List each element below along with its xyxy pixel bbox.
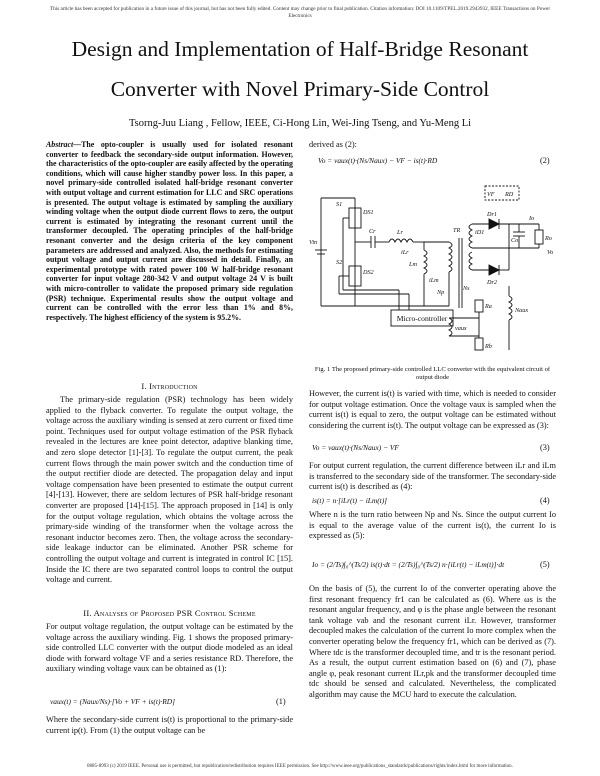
equation-2: Vo = vaux(t)·(Ns/Naux) − VF − is(t)·RD <box>318 156 438 165</box>
right-paragraph-3: Where n is the turn ratio between Np and Ns. Since the output current Io is equal to the average value of the current is(t), the current Io is expressed as (5): <box>309 510 556 541</box>
introduction-paragraph: The primary-side regulation (PSR) technology has been widely applied to the flyback converter. To regulate the output voltage, the voltage across the auxiliary winding is sensed at zero current or fixed time point. Techniques used for output voltage estimation of the PSR flyback revealed in the lectures are knee point detector, adaptive blanking time, and zero slope detector [1]-[3]. To regulate the output current, the peak current flows through the main power switch and the conduction time of the output rectifier diode are detected. The propagation delay and input voltage compensation have been presented to estimate the output current [4]-[13]. However, there are seldom lectures of PSR half-bridge resonant converter are proposed [14]-[15]. The approach proposed in [14] is only for the output voltage regulation, which obtains the voltage across the primary-side winding of the transformer when the voltage across the resonant inductor becomes zero. Then, the voltage across the secondary-side leakage inductor can be eliminated. Another PSR scheme for controlling the output voltage and current is integrated in control IC [15]. Inside the IC there are two separated control loops to control the output voltage and current. <box>46 395 293 585</box>
label-io: Io <box>529 215 535 222</box>
label-s2: S2 <box>336 259 343 266</box>
label-cr: Cr <box>369 228 376 235</box>
section-2-paragraph-2: Where the secondary-side current is(t) is proportional to the primary-side current ip(t). From (1) the output voltage can be <box>46 715 293 735</box>
copyright-footer: 0885-8993 (c) 2019 IEEE. Personal use is permitted, but republication/redistribution requires IEEE permission. See http://www.ieee.org/publications_standards/publications/rights/index.html for more information. <box>87 764 513 769</box>
equation-4: is(t) = n·[iLr(t) − iLm(t)] <box>312 496 388 505</box>
equation-3-number: (3) <box>540 443 550 452</box>
label-ilm: iLm <box>429 277 439 284</box>
label-dr1: Dr1 <box>487 211 497 218</box>
equation-1-number: (1) <box>276 697 286 706</box>
circuit-figure <box>309 178 556 360</box>
abstract-label: Abstract <box>46 140 74 149</box>
label-ds2: DS2 <box>363 269 374 276</box>
label-ra: Ra <box>485 303 492 310</box>
label-lm: Lm <box>409 261 417 268</box>
label-vo: Vo <box>547 249 554 256</box>
label-lr: Lr <box>397 229 403 236</box>
label-tr: TR <box>453 227 461 234</box>
label-co: Co <box>511 237 519 244</box>
label-naux: Naux <box>515 307 529 314</box>
label-vaux: vaux <box>455 325 467 332</box>
label-vin: Vin <box>309 239 318 246</box>
label-rb: Rb <box>485 343 492 350</box>
label-vf: VF <box>487 191 495 198</box>
label-s1: S1 <box>336 201 343 208</box>
equation-5-number: (5) <box>540 560 550 569</box>
right-paragraph-4: On the basis of (5), the current Io of the converter operating above the first resonant frequency fr1 can be calculated as (6). Where ωs is the resonant angular frequency, and φ is the phase angle between the resonant tank voltage vab and the resonant current iLr. However, transformer decoupled makes the calculation of the current Io more complex when the converter operating below the frequency fr1, which can be derived as (7). Where tdc is the transformer decoupled time, and tr is the resonant period. As a result, the output current estimation based on (6) and (7), phase angle φ, peak resonant current ILr,pk and the transformer decoupled time tdc should be sensed and calculated. Nevertheless, the complicated algorithm may cause the MCU hard to execute the calculation. <box>309 584 556 699</box>
paper-title-line-2: Converter with Novel Primary-Side Control <box>110 77 490 101</box>
label-dr2: Dr2 <box>487 279 497 286</box>
equation-3: Vo = vaux(t)·(Ns/Naux) − VF <box>312 443 399 452</box>
equation-1: vaux(t) = (Naux/Ns)·[Vo + VF + is(t)·RD] <box>50 697 175 706</box>
micro-controller-label: Micro-controller <box>396 314 448 323</box>
section-2-paragraph-1: For output voltage regulation, the output voltage can be estimated by the voltage across the auxiliary winding. Fig. 1 shows the proposed primary-side controlled LLC converter with the output diode modeled as an ideal diode with forward voltage VF and a series resistance RD. Therefore, the auxiliary winding voltage vaux can be obtained as (1): <box>46 622 293 674</box>
equation-2-number: (2) <box>540 156 550 165</box>
label-rd: RD <box>505 191 514 198</box>
right-intro-text: derived as (2): <box>309 140 357 149</box>
authors: Tsorng-Juu Liang , Fellow, IEEE, Ci-Hong Lin, Wei-Jing Tseng, and Yu-Meng Li <box>128 118 472 129</box>
label-ns: Ns <box>463 285 470 292</box>
label-id1: iD1 <box>475 229 485 236</box>
abstract-text: —The opto-coupler is usually used for isolated resonant converter to feedback the secondary-side output information. However, the characteristics of the opto-coupler are easily affected by the operating conditions, which will cause higher standby power loss. In this paper, a novel primary-side controlled isolated half-bridge resonant converter with output voltage and current estimation for LLC and SRC operations is presented. The output voltage is estimated by sampling the auxiliary winding voltage when the output diode current flows to zero, the output current is estimated by integrating the resonant current until the transformer decoupled. The operating principles of the half-bridge resonant converter and the design criteria of the key component parameters are addressed and analyzed. Also, the methods for estimating output voltage and output current are discussed in detail. Finally, an experimental prototype with rated power 100 W half-bridge resonant converter for input voltage 280-342 V and output voltage 24 V is built with micro-controller to validate the proposed primary side regulation (PSR) technique. Experimental results show the output voltage and current can be controlled with the error less than 1% and 8%, respectively. The highest efficiency of the system is 95.2%. <box>46 140 293 322</box>
label-ro: Ro <box>545 235 552 242</box>
right-paragraph-2: For output current regulation, the current difference between iLr and iLm is transferred to the secondary side of the transformer. The secondary-side current is(t) is described as (4): <box>309 461 556 492</box>
publication-notice: This article has been accepted for publication in a future issue of this journal, but has not been fully edited. Content may change prior to final publication. Citation information: DOI 10.1109/TPEL.2019.2943932, IEEE Transactions on Power Electronics <box>49 6 551 19</box>
label-ilr: iLr <box>401 249 409 256</box>
label-np: Np <box>437 289 445 296</box>
right-paragraph-1: However, the current is(t) is varied with time, which is needed to consider for output voltage estimation. Once the voltage vaux is sampled when the current is(t) is equal to zero, the output voltage can be estimated without considering the current is(t). The output voltage can be expressed as (3): <box>309 389 556 430</box>
equation-4-number: (4) <box>540 496 550 505</box>
section-2-heading: II. Analyses of Proposed PSR Control Scheme <box>83 608 256 618</box>
section-1-heading: I. Introduction <box>141 381 198 391</box>
abstract <box>46 140 293 322</box>
figure-caption: Fig. 1 The proposed primary-side controlled LLC converter with the equivalent circuit of output diode <box>314 366 551 382</box>
paper-title-line-1: Design and Implementation of Half-Bridge Resonant <box>71 37 529 61</box>
equation-5: Io = (2/Ts)∫₀^(Ts/2) is(t)·dt = (2/Ts)∫₀^(Ts/2) n·[iLr(t) − iLm(t)]·dt <box>312 560 505 569</box>
label-ds1: DS1 <box>363 209 374 216</box>
